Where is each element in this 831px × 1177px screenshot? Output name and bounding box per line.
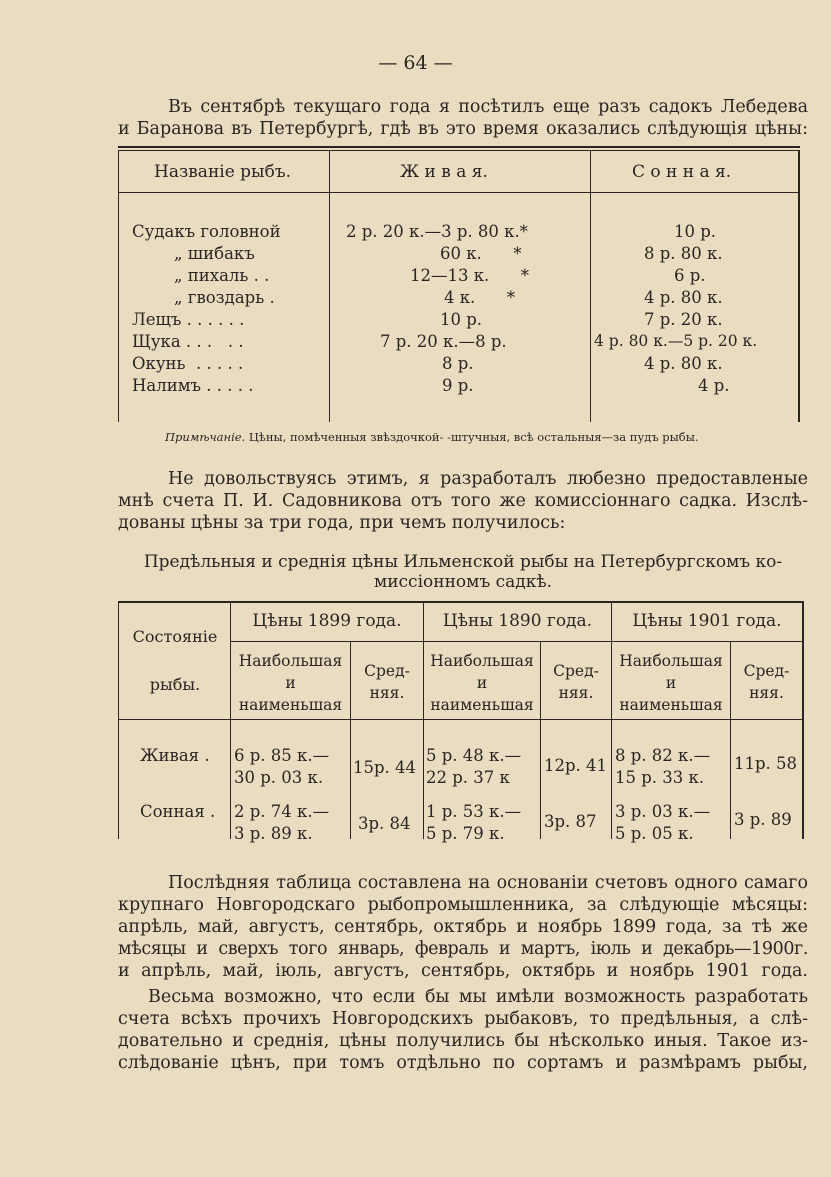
footnote-label: Примѣчаніе. [165, 430, 246, 444]
table-rule [118, 601, 802, 603]
price-table-petersburg [118, 146, 800, 422]
subheader-max-min: наименьшая [619, 696, 723, 714]
table-rule [611, 601, 612, 839]
live-price: 2 р. 20 к.—3 р. 80 к.* [346, 222, 528, 241]
caption-line: Предѣльныя и среднія цѣны Ильменской рыбы на Петербургскомъ ко- [143, 552, 783, 572]
sleep-price: 4 р. [698, 376, 730, 395]
table-row [118, 376, 800, 398]
subheader-max-min: и [285, 674, 296, 692]
fish-name: Лещъ . . . . . . [132, 310, 245, 329]
live-price: 4 к. * [444, 288, 516, 307]
header-fish-name: Названіе рыбъ. [154, 162, 292, 182]
header-state: рыбы. [149, 675, 201, 694]
text-line: довательно и среднія, цѣны получились бы нѣсколько иныя. Такое из- [118, 1031, 808, 1051]
header-year-1890: Цѣны 1890 года. [442, 611, 593, 631]
header-live: Ж и в а я. [400, 162, 488, 182]
range-1899: 6 р. 85 к.— [234, 746, 330, 765]
range-1890: 1 р. 53 к.— [426, 802, 522, 821]
subheader-max-min: наименьшая [430, 696, 534, 714]
page-number: — 64 — [378, 52, 453, 74]
table-rule [118, 601, 119, 839]
subheader-avg: Сред- [553, 662, 599, 680]
subheader-avg: няя. [558, 684, 594, 702]
price-table-ilmen [118, 601, 804, 841]
range-1899: 3 р. 89 к. [234, 824, 313, 843]
table-rule [118, 719, 802, 720]
text-line: Не довольствуясь этимъ, я разработалъ любезно предоставленые [168, 469, 808, 489]
caption-line: миссіонномъ садкѣ. [373, 572, 552, 592]
subheader-max-min: Наибольшая [238, 652, 343, 670]
fish-name: Щука . . . . . [132, 332, 244, 351]
fish-name: „ пихаль . . [174, 266, 270, 285]
subheader-max-min: Наибольшая [430, 652, 534, 670]
subheader-max-min: Наибольшая [619, 652, 723, 670]
sleep-price: 10 р. [674, 222, 717, 241]
row-state-sleeping: Сонная . [140, 802, 216, 821]
text-line: счета всѣхъ прочихъ Новгородскихъ рыбаковъ, то предѣльныя, а слѣ- [118, 1009, 808, 1029]
header-state: Состояніе [132, 627, 218, 646]
subheader-max-min: и [665, 674, 677, 692]
live-price: 12—13 к. * [410, 266, 530, 285]
closing-paragraph-2 [118, 986, 808, 1074]
sleep-price: 4 р. 80 к.—5 р. 20 к. [594, 332, 758, 350]
text-line: и апрѣль, май, іюль, августъ, сентябрь, октябрь и ноябрь 1901 года. [118, 961, 808, 981]
subheader-avg: Сред- [364, 662, 410, 680]
fish-name: „ гвоздарь . [174, 288, 275, 307]
range-1901: 5 р. 05 к. [615, 824, 694, 843]
live-price: 10 р. [440, 310, 483, 329]
table-rule [118, 150, 800, 151]
live-price: 8 р. [442, 354, 474, 373]
avg-1890: 12р. 41 [544, 756, 608, 775]
fish-name: Налимъ . . . . . [132, 376, 254, 395]
range-1890: 5 р. 48 к.— [426, 746, 522, 765]
text-line: крупнаго Новгородскаго рыбопромышленника, за слѣдующіе мѣсяцы: [118, 895, 808, 915]
table-rule [118, 146, 800, 148]
range-1899: 30 р. 03 к. [234, 768, 324, 787]
table-row [118, 266, 800, 288]
sleep-price: 4 р. 80 к. [644, 288, 723, 307]
avg-1899: 15р. 44 [353, 758, 417, 777]
footnote-text: Цѣны, помѣченныя звѣздочкой- -штучныя, всѣ остальныя—за пудъ рыбы. [248, 430, 699, 444]
text-line: Послѣдняя таблица составлена на основаніи счетовъ одного самаго [168, 873, 808, 893]
text-line: мнѣ счета П. И. Садовникова отъ того же комиссіоннаго садка. Изслѣ- [118, 491, 808, 511]
text-line: Весьма возможно, что если бы мы имѣли возможность разработать [148, 987, 808, 1007]
avg-1890: 3р. 87 [544, 812, 597, 831]
subheader-avg: няя. [369, 684, 405, 702]
header-year-1901: Цѣны 1901 года. [632, 611, 782, 631]
subheader-max-min: и [476, 674, 488, 692]
table-row [118, 288, 800, 310]
table-rule [802, 601, 804, 839]
range-1899: 2 р. 74 к.— [234, 802, 330, 821]
table-row [118, 354, 800, 376]
table-rule [230, 601, 231, 839]
intro-paragraph [118, 96, 808, 140]
table-row [118, 332, 800, 354]
subheader-avg: Сред- [743, 662, 790, 680]
live-price: 9 р. [442, 376, 474, 395]
sleep-price: 4 р. 80 к. [644, 354, 723, 373]
text-line: Въ сентябрѣ текущаго года я посѣтилъ еще разъ садокъ Лебедева [168, 97, 808, 117]
table-caption [118, 552, 808, 592]
live-price: 7 р. 20 к.—8 р. [380, 332, 507, 351]
avg-1899: 3р. 84 [358, 814, 411, 833]
range-1901: 8 р. 82 к.— [615, 746, 711, 765]
avg-1901: 11р. 58 [734, 754, 798, 773]
table-row [118, 222, 800, 244]
range-1901: 3 р. 03 к.— [615, 802, 711, 821]
sleep-price: 6 р. [674, 266, 706, 285]
text-line: апрѣль, май, августъ, сентябрь, октябрь и ноябрь 1899 года, за тѣ же [118, 917, 808, 937]
text-line: слѣдованіе цѣнъ, при томъ отдѣльно по сортамъ и размѣрамъ рыбы, [118, 1053, 808, 1073]
sleep-price: 8 р. 80 к. [644, 244, 723, 263]
table-rule [423, 601, 424, 839]
closing-paragraph-1 [118, 872, 808, 982]
table-row [118, 310, 800, 332]
range-1890: 5 р. 79 к. [426, 824, 505, 843]
middle-paragraph [118, 468, 808, 534]
sleep-price: 7 р. 20 к. [644, 310, 723, 329]
header-year-1899: Цѣны 1899 года. [252, 611, 402, 631]
table-rule [230, 641, 802, 642]
table-rule [118, 192, 800, 193]
header-sleeping: С о н н а я. [632, 162, 732, 182]
avg-1901: 3 р. 89 [734, 810, 792, 829]
table-row [118, 244, 800, 266]
range-1901: 15 р. 33 к. [615, 768, 705, 787]
fish-name: Судакъ головной [132, 222, 281, 241]
fish-name: „ шибакъ [174, 244, 255, 263]
range-1890: 22 р. 37 к [426, 768, 510, 787]
subheader-max-min: наименьшая [238, 696, 343, 714]
live-price: 60 к. * [440, 244, 522, 263]
row-state-live: Живая . [140, 746, 210, 765]
text-line: дованы цѣны за три года, при чемъ получилось: [118, 513, 566, 533]
subheader-avg: няя. [749, 684, 784, 702]
text-line: мѣсяцы и сверхъ того январь, февраль и мартъ, іюль и декабрь—1900г. [118, 939, 808, 959]
table-footnote [165, 430, 699, 444]
fish-name: Окунь . . . . . [132, 354, 244, 373]
text-line: и Баранова въ Петербургѣ, гдѣ въ это время оказались слѣдующія цѣны: [118, 119, 808, 139]
